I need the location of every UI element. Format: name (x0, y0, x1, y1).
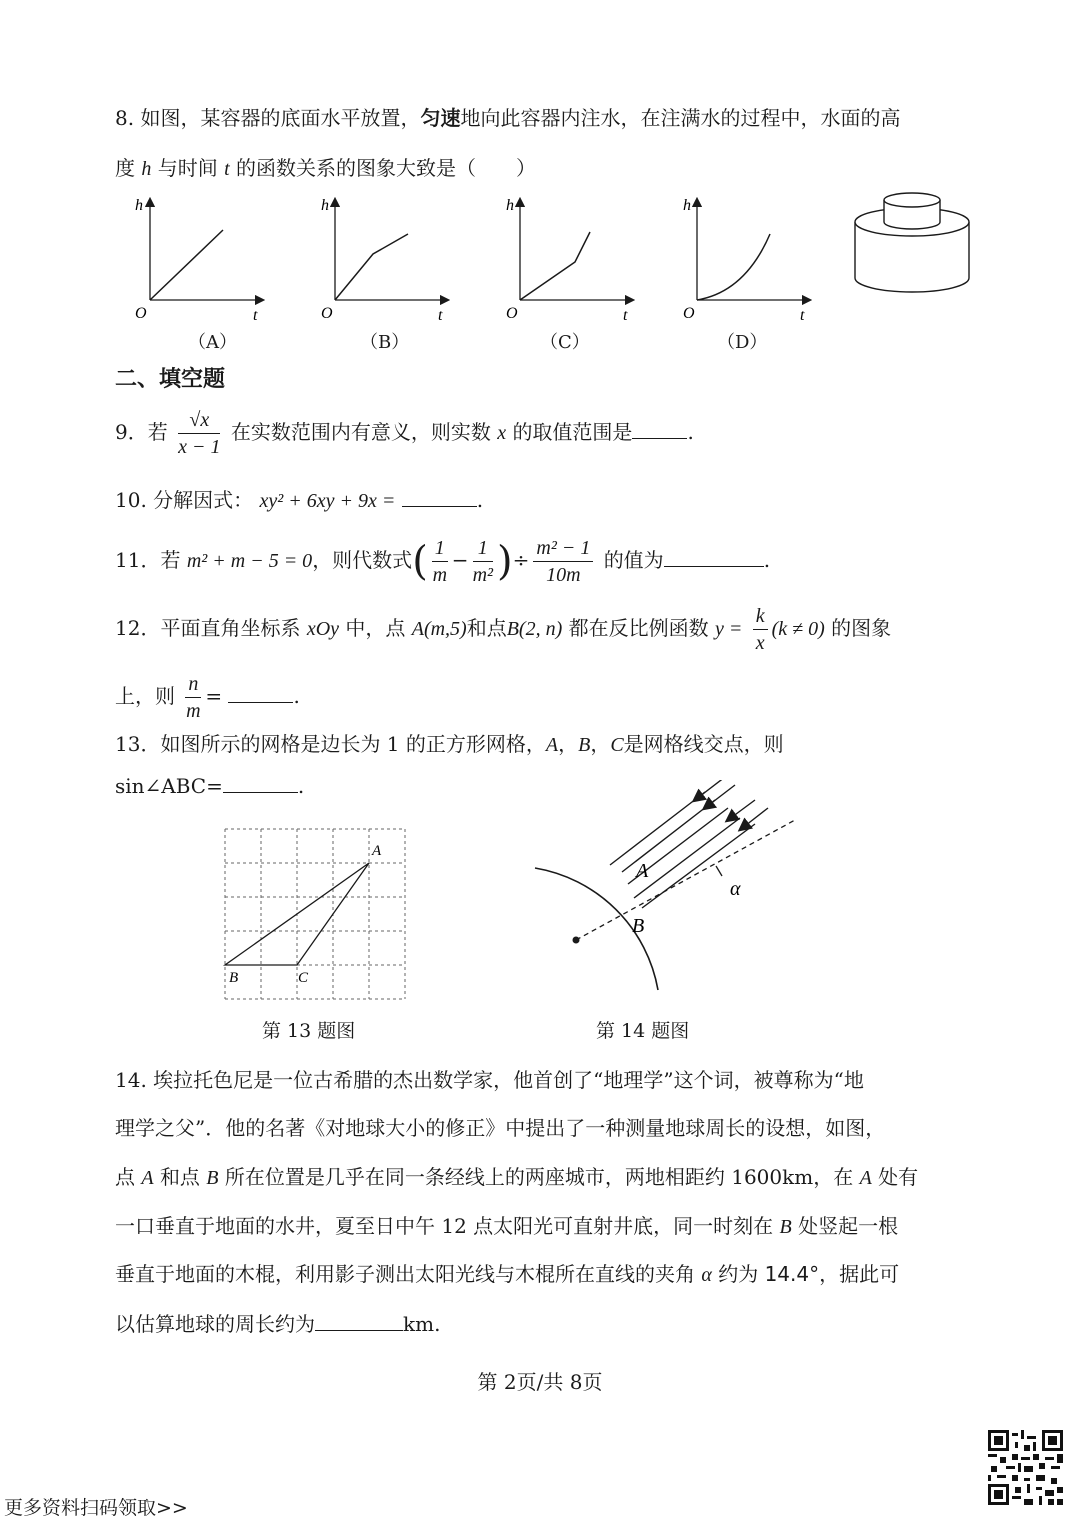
graph-b (321, 197, 445, 324)
q9-answer-blank (632, 418, 687, 439)
svg-text:h: h (321, 197, 329, 214)
graph-a-h-label: h (135, 197, 143, 214)
q14-line6: 以估算地球的周长约为 km. (115, 1312, 441, 1336)
graph-d-curve (697, 234, 770, 300)
q9-fraction: $\frac{√x}{x - 1}$ (178, 409, 221, 458)
graph-a-origin: O (135, 305, 147, 322)
q10: 10. 分解因式： xy² + 6xy + 9x = . (115, 488, 484, 512)
figure-14-earth (530, 780, 810, 1015)
earth-label-b: B (632, 915, 645, 937)
graph-a (135, 197, 260, 324)
graph-d (683, 197, 807, 324)
q13-answer-blank (223, 772, 298, 793)
grid-label-b: B (229, 970, 239, 986)
q14-line4: 一口垂直于地面的水井，夏至日中午 12 点太阳光可直射井底，同一时刻在 B 处竖起一根 (115, 1214, 899, 1238)
q14-answer-blank (315, 1310, 403, 1331)
q12-line1: 12．平面直角坐标系 xOy 中，点 A(m,5)和点B(2, n) 都在反比例函数 y = $\frac{k}{x}$ (k ≠ 0) 的图象 (115, 605, 892, 654)
q14-line3: 点 A 和点 B 所在位置是几乎在同一条经线上的两座城市，两地相距约 1600km，在 A 处有 (115, 1165, 919, 1189)
more-resources-link[interactable]: 更多资料扫码领取>> (4, 1497, 188, 1519)
q12-line2: 上，则 $\frac{n}{m}$ = . (115, 673, 300, 722)
q9: 9．若 $\frac{√x}{x - 1}$ 在实数范围内有意义，则实数 x 的取值范围是 . (115, 409, 694, 458)
q13-line1: 13．如图所示的网格是边长为 1 的正方形网格，A，B，C是网格线交点，则 (115, 732, 784, 756)
q14-line2: 理学之父”．他的名著《对地球大小的修正》中提出了一种测量地球周长的设想，如图， (115, 1116, 886, 1140)
q12-answer-blank (228, 682, 293, 703)
ray-4 (634, 818, 740, 898)
option-b-label: （B） (360, 332, 410, 353)
svg-text:O: O (506, 305, 518, 322)
svg-text:t: t (438, 307, 443, 324)
grid-label-c: C (298, 970, 309, 986)
q8-bold-word: 匀速 (420, 106, 461, 130)
q8-line2: 度 h 与时间 t 的函数关系的图象大致是（ ） (115, 156, 536, 180)
svg-text:O: O (683, 305, 695, 322)
option-c-label: （C） (540, 332, 590, 353)
figure-13-grid (220, 822, 415, 1007)
graph-a-t-label: t (253, 307, 258, 324)
radius-line (576, 820, 795, 940)
graph-c-curve (520, 232, 590, 300)
figure-13-caption: 第 13 题图 (262, 1020, 356, 1042)
svg-text:O: O (321, 305, 333, 322)
q8-graphs (125, 192, 845, 332)
option-d-label: （D） (717, 332, 768, 353)
svg-text:h: h (506, 197, 514, 214)
grid-label-a: A (372, 843, 382, 859)
qr-code[interactable] (988, 1430, 1063, 1505)
q11: 11．若 m² + m − 5 = 0，则代数式( $\frac{1}{m}$ − $\frac{1}{\text{m²}}$ )÷ $\frac{\text{m² − 1}}{10m}$ 的值为 . (115, 537, 771, 586)
q11-answer-blank (664, 546, 764, 567)
container-figure (850, 190, 975, 300)
graph-a-curve (150, 230, 223, 300)
graph-b-curve (335, 234, 408, 300)
graph-c (506, 197, 630, 324)
svg-text:h: h (683, 197, 691, 214)
q13-line2: sin∠ABC= . (115, 774, 305, 798)
q10-answer-blank (402, 486, 477, 507)
option-a-label: （A） (188, 332, 237, 353)
svg-text:t: t (800, 307, 805, 324)
q8-line1: 8. 如图，某容器的底面水平放置，匀速地向此容器内注水，在注满水的过程中，水面的高 (115, 106, 901, 130)
q14-line1: 14. 埃拉托色尼是一位古希腊的杰出数学家，他首创了“地理学”这个词，被尊称为“地 (115, 1068, 864, 1092)
figure-14-caption: 第 14 题图 (596, 1020, 690, 1042)
q14-line5: 垂直于地面的木棍，利用影子测出太阳光线与木棍所在直线的夹角 α 约为 14.4°，据此可 (115, 1262, 900, 1286)
svg-text:t: t (623, 307, 628, 324)
ray-1 (610, 792, 705, 865)
section-title: 二、填空题 (115, 367, 226, 392)
page-number: 第 2页/共 8页 (477, 1370, 603, 1394)
alpha-label: α (730, 878, 741, 900)
earth-label-a: A (636, 860, 649, 882)
